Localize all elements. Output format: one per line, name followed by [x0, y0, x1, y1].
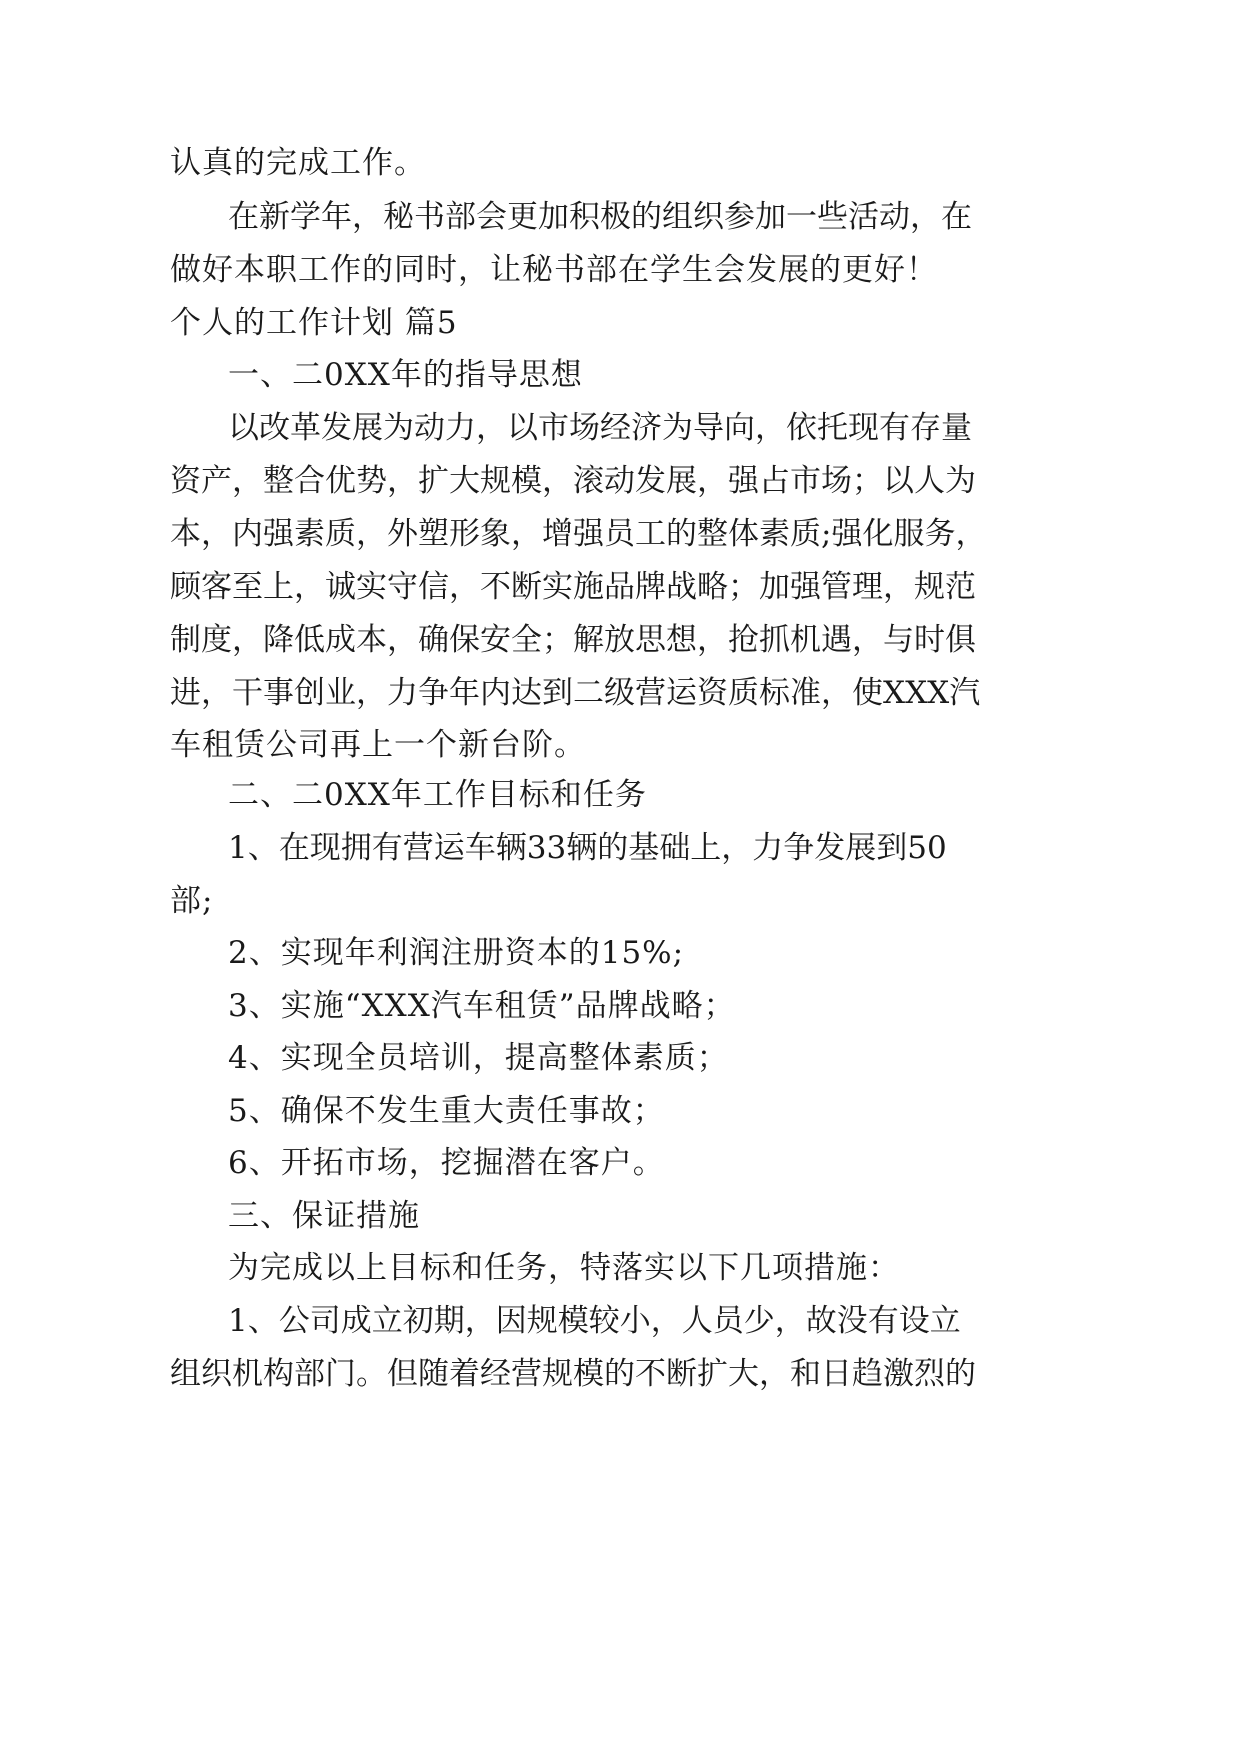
- list-item: 5、确保不发生重大责任事故；: [228, 1093, 665, 1129]
- text-line: 顾 客 至 上 ， 诚 实 守 信 ， 不 断 实 施 品 牌 战 略 ； 加 强 管 理 ， 规 范: [170, 569, 976, 605]
- list-item: 1 、 公 司 成 立 初 期 ， 因 规 模 较 小 ， 人 员 少 ， 故 没 有 设 立: [228, 1303, 961, 1339]
- subsection-heading: 二、二0XX年工作目标和任务: [228, 777, 647, 813]
- list-item: 6、开拓市场，挖掘潜在客户。: [228, 1145, 665, 1181]
- subsection-heading: 一、二0XX年的指导思想: [228, 357, 583, 393]
- text-line: 进 ， 干 事 创 业 ， 力 争 年 内 达 到 二 级 营 运 资 质 标 准 ， 使 X X X 汽: [170, 675, 981, 711]
- text-line: 做好本职工作的同时，让秘书部在学生会发展的更好！: [170, 252, 938, 288]
- list-item: 1 、 在 现 拥 有 营 运 车 辆 3 3 辆 的 基 础 上 ， 力 争 发 展 到 5 0: [228, 830, 947, 866]
- list-item: 2、实现年利润注册资本的15%;: [228, 935, 685, 971]
- text-line: 本 ， 内 强 素 质 ， 外 塑 形 象 ， 增 强 员 工 的 整 体 素 质 ; 强 化 服 务 ，: [170, 516, 987, 552]
- subsection-heading: 三、保证措施: [228, 1198, 420, 1234]
- text-line: 车租赁公司再上一个新台阶。: [170, 727, 586, 763]
- list-item: 部;: [170, 883, 214, 919]
- text-line: 在 新 学 年 ， 秘 书 部 会 更 加 积 极 的 组 织 参 加 一 些 活 动 ， 在: [228, 199, 972, 235]
- list-item: 4、实现全员培训，提高整体素质；: [228, 1040, 729, 1076]
- text-line: 以 改 革 发 展 为 动 力 ， 以 市 场 经 济 为 导 向 ， 依 托 现 有 存 量: [228, 410, 972, 446]
- text-line: 制 度 ， 降 低 成 本 ， 确 保 安 全 ； 解 放 思 想 ， 抢 抓 机 遇 ， 与 时 俱: [170, 622, 976, 658]
- text-line: 资 产 ， 整 合 优 势 ， 扩 大 规 模 ， 滚 动 发 展 ， 强 占 市 场 ； 以 人 为: [170, 463, 976, 499]
- list-item: 3、实施“XXX汽车租赁”品牌战略；: [228, 988, 736, 1024]
- text-line: 为完成以上目标和任务，特落实以下几项措施：: [228, 1250, 900, 1286]
- text-line: 认真的完成工作。: [170, 145, 426, 181]
- text-line: 组 织 机 构 部 门 。 但 随 着 经 营 规 模 的 不 断 扩 大 ， 和 日 趋 激 烈 的: [170, 1356, 976, 1392]
- section-heading: 个人的工作计划 篇5: [170, 305, 458, 341]
